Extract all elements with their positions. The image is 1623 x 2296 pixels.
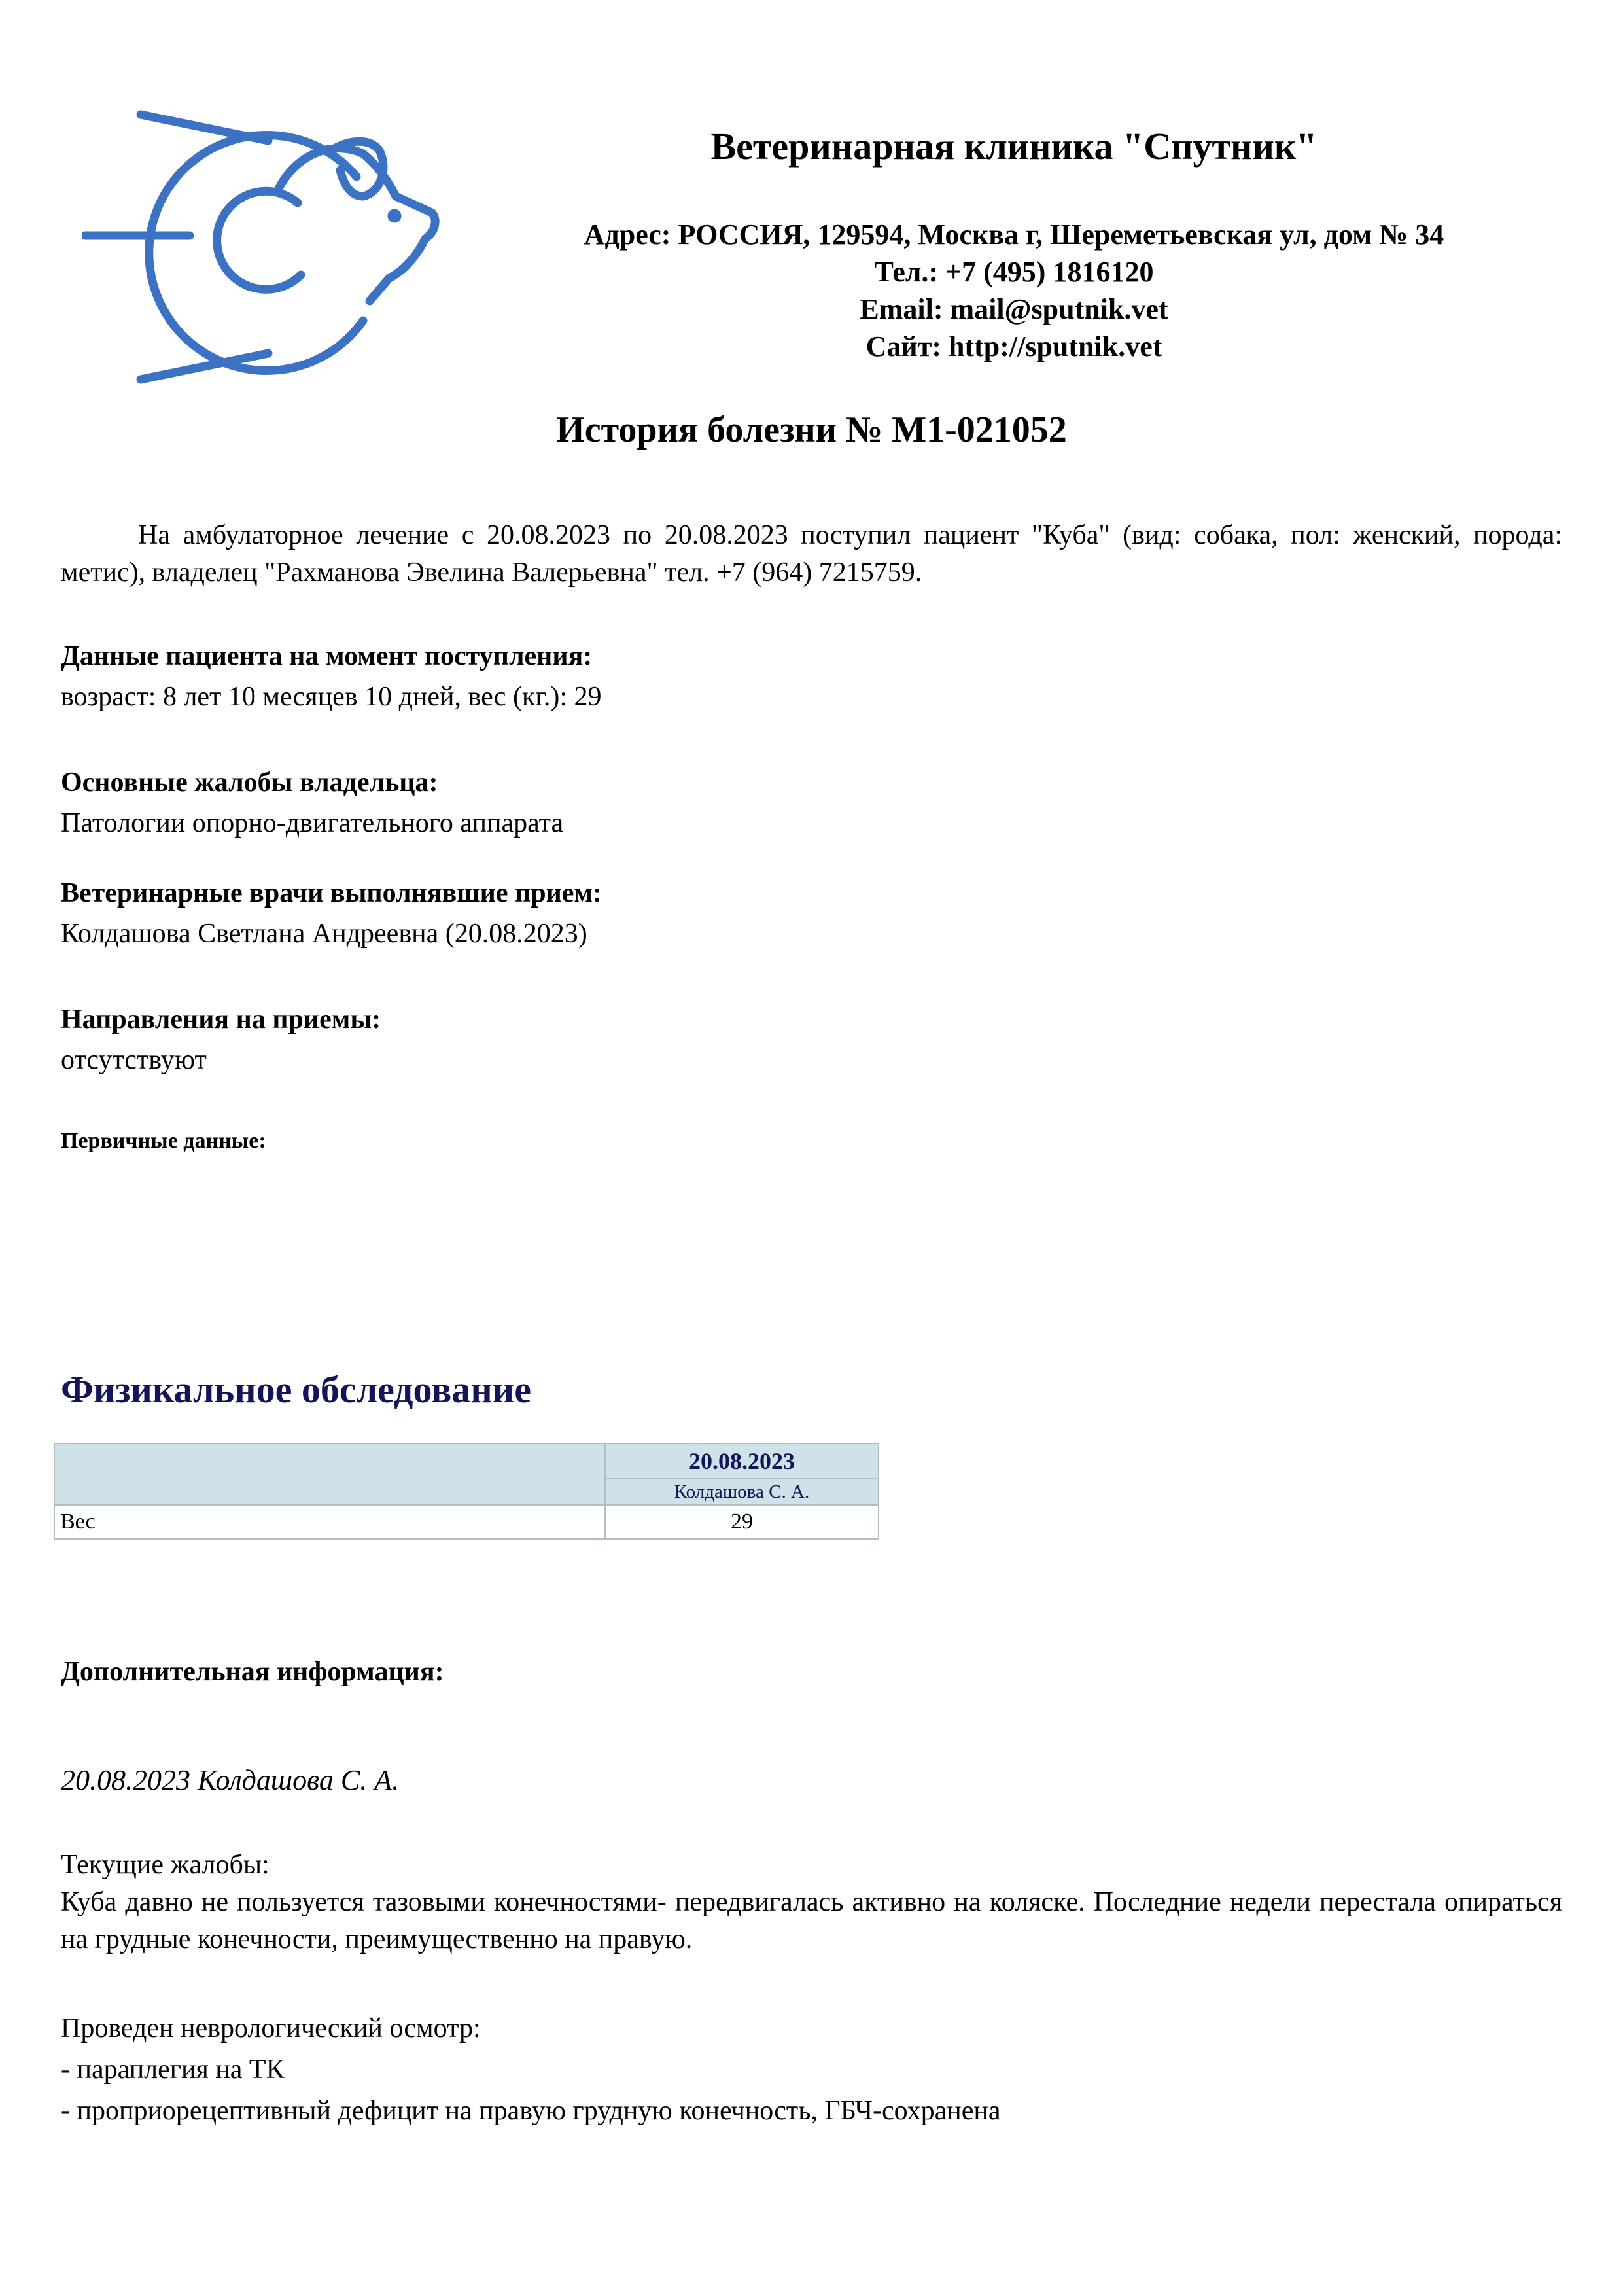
clinic-name: Ветеринарная клиника "Спутник" (710, 125, 1318, 168)
owner-complaints-heading: Основные жалобы владельца: (61, 768, 438, 798)
list-item: - проприорецептивный дефицит на правую грудную конечность, ГБЧ-сохранена (61, 2096, 1001, 2126)
table-header-blank (54, 1443, 605, 1505)
physical-exam-table (54, 1443, 879, 1540)
table-header-date: 20.08.2023 (605, 1443, 879, 1479)
clinic-address: Адрес: РОССИЯ, 129594, Москва г, Шереметьевская ул, дом № 34 (584, 219, 1444, 251)
current-complaints-text: Куба давно не пользуется тазовыми конечностями- передвигалась активно на коляске. Последние недели перестала опираться на грудные конечности, преимущественно на правую. (61, 1887, 1562, 1954)
document-title: История болезни № М1-021052 (556, 410, 1067, 450)
table-cell-value: 29 (605, 1505, 879, 1539)
additional-info-heading: Дополнительная информация: (61, 1657, 444, 1687)
current-complaints-label: Текущие жалобы: (61, 1850, 270, 1880)
primary-data-heading: Первичные данные: (61, 1129, 266, 1153)
referrals-heading: Направления на приемы: (61, 1004, 381, 1034)
table-cell-label: Вес (54, 1505, 605, 1539)
entry-header: 20.08.2023 Колдашова С. А. (61, 1764, 400, 1796)
patient-data-value: возраст: 8 лет 10 месяцев 10 дней, вес (кг.): 29 (61, 682, 602, 712)
clinic-phone: Тел.: +7 (495) 1816120 (874, 256, 1154, 288)
patient-data-heading: Данные пациента на момент поступления: (61, 641, 593, 671)
sputnik-dog-logo-icon (82, 105, 448, 393)
admission-paragraph: На амбулаторное лечение с 20.08.2023 по 20.08.2023 поступил пациент "Куба" (вид: собака, пол: женский, порода: метис), владелец "Рахманова Эвелина Валерьевна" тел. +7 (964) 7215759. (61, 520, 1562, 588)
list-item: - параплегия на ТК (61, 2055, 285, 2085)
doctors-heading: Ветеринарные врачи выполнявшие прием: (61, 878, 602, 908)
clinic-site: Сайт: http://sputnik.vet (865, 330, 1162, 362)
clinic-email: Email: mail@sputnik.vet (860, 293, 1168, 325)
table-header-doctor: Колдашова С. А. (605, 1479, 879, 1505)
table-row (54, 1505, 879, 1539)
neuro-exam-label: Проведен неврологический осмотр: (61, 2013, 481, 2043)
referrals-value: отсутствуют (61, 1045, 207, 1075)
owner-complaints-value: Патологии опорно-двигательного аппарата (61, 808, 564, 838)
physical-exam-title: Физикальное обследование (61, 1368, 531, 1411)
doctors-value: Колдашова Светлана Андреевна (20.08.2023) (61, 919, 587, 949)
